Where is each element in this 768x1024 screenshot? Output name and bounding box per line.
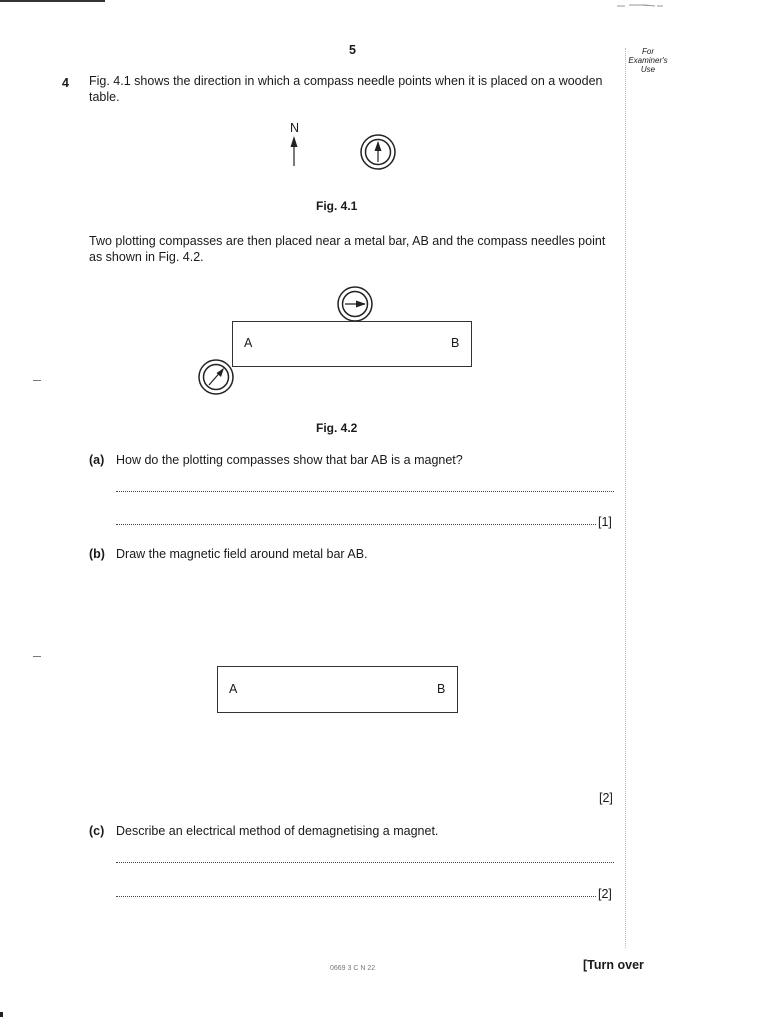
part-c-label: (c) xyxy=(89,824,105,838)
metal-bar-ab xyxy=(232,321,472,367)
fig2-caption: Fig. 4.2 xyxy=(316,421,358,435)
question-intro: Fig. 4.1 shows the direction in which a compass needle points when it is placed on a wooden table. xyxy=(89,74,603,104)
footer-code: 0669 3 C N 22 xyxy=(330,965,376,972)
page-number: 5 xyxy=(349,43,356,57)
north-arrow-icon xyxy=(287,134,301,168)
examiner-margin-line xyxy=(625,48,626,948)
part-b-mark: [2] xyxy=(599,791,613,805)
part-b-question: Draw the magnetic field around metal bar AB. xyxy=(116,547,368,561)
compass-top-icon xyxy=(336,285,374,323)
compass-corner-icon xyxy=(197,358,235,396)
fig1-caption: Fig. 4.1 xyxy=(316,199,358,213)
scan-speck xyxy=(33,656,41,657)
bar-end-a-label: A xyxy=(244,336,253,350)
drawing-bar-ab[interactable] xyxy=(217,666,458,713)
scan-artifact-line xyxy=(0,0,105,2)
part-c-mark: [2] xyxy=(598,887,612,901)
scan-artifact-smudge xyxy=(615,2,665,8)
part-a-answer-line-2[interactable] xyxy=(116,524,596,525)
part-c-question: Describe an electrical method of demagnetising a magnet. xyxy=(116,824,439,838)
drawing-bar-a-label: A xyxy=(229,682,238,696)
question-number: 4 xyxy=(62,76,69,90)
turn-over-label: [Turn over xyxy=(583,958,644,972)
drawing-bar-b-label: B xyxy=(437,682,446,696)
bar-end-b-label: B xyxy=(451,336,460,350)
scan-speck xyxy=(33,380,41,381)
scan-speck xyxy=(0,1012,3,1017)
part-c-answer-line-1[interactable] xyxy=(116,862,614,863)
part-b-label: (b) xyxy=(89,547,105,561)
north-label: N xyxy=(290,121,300,135)
part-a-label: (a) xyxy=(89,453,105,467)
part-c-answer-line-2[interactable] xyxy=(116,896,596,897)
part-a-answer-line-1[interactable] xyxy=(116,491,614,492)
question-paragraph: Two plotting compasses are then placed near a metal bar, AB and the compass needles point as shown in Fig. 4.2. xyxy=(89,234,606,264)
examiner-margin-label: For Examiner's Use xyxy=(628,47,668,74)
compass-fig1-icon xyxy=(359,133,397,171)
part-a-question: How do the plotting compasses show that bar AB is a magnet? xyxy=(116,453,463,467)
part-a-mark: [1] xyxy=(598,515,612,529)
